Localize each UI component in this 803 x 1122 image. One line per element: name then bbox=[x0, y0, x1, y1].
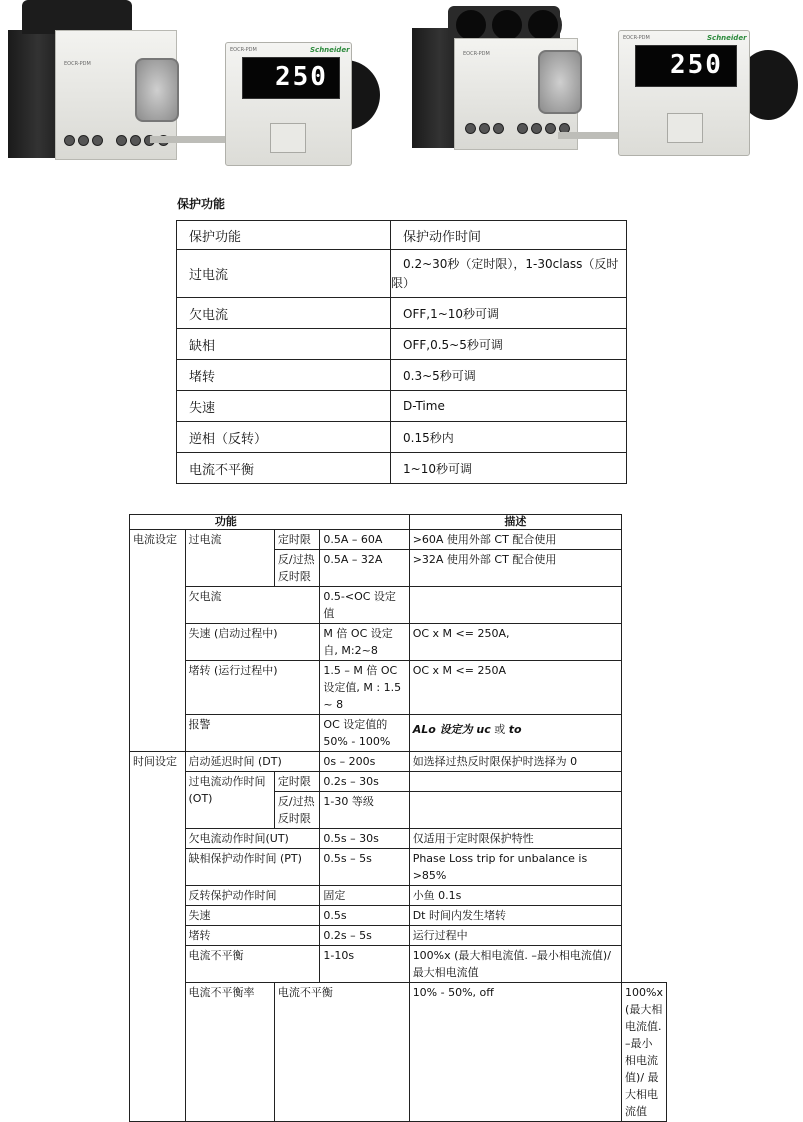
alarm-label: 报警 bbox=[185, 715, 320, 752]
ot-definite-range: 0.2s – 30s bbox=[320, 772, 409, 792]
ut-label: 欠电流动作时间(UT) bbox=[185, 829, 320, 849]
alarm-desc bbox=[409, 715, 621, 752]
table-row bbox=[130, 983, 667, 1122]
jam-range: 1.5 – M 倍 OC 设定值, M : 1.5 ~ 8 bbox=[320, 661, 409, 715]
display-readout: 250 bbox=[275, 62, 328, 92]
oc-inverse: 反/过热反时限 bbox=[274, 550, 320, 587]
display-unit bbox=[225, 42, 352, 166]
rev-range: 固定 bbox=[320, 886, 409, 906]
rev-label: 反转保护动作时间 bbox=[185, 886, 320, 906]
table-row bbox=[177, 422, 627, 453]
cell-time: OFF,0.5~5秒可调 bbox=[391, 329, 627, 360]
alarm-range: OC 设定值的 50% - 100% bbox=[320, 715, 409, 752]
imb-time-desc: 100%x (最大相电流值. –最小相电流值)/ 最大相电流值 bbox=[409, 946, 621, 983]
ut-desc: 仅适用于定时限保护特性 bbox=[409, 829, 621, 849]
table-row bbox=[130, 624, 667, 661]
terminal-screw bbox=[64, 135, 75, 146]
table-row bbox=[177, 250, 627, 298]
display-model-label: EOCR-PDM bbox=[623, 35, 650, 41]
group-time: 时间设定 bbox=[130, 752, 186, 1122]
table-row bbox=[177, 360, 627, 391]
ot-definite-desc bbox=[409, 772, 621, 792]
pt-range: 0.5s – 5s bbox=[320, 849, 409, 886]
terminal-screw bbox=[545, 123, 556, 134]
ot-inverse-range: 1-30 等级 bbox=[320, 792, 409, 829]
cell-time: OFF,1~10秒可调 bbox=[391, 298, 627, 329]
protection-table bbox=[176, 220, 627, 484]
cell-function: 过电流 bbox=[177, 250, 391, 298]
cell-time: D-Time bbox=[391, 391, 627, 422]
ot-label: 过电流动作时间 (OT) bbox=[185, 772, 274, 829]
cell-function: 电流不平衡 bbox=[177, 453, 391, 484]
stall-desc: OC x M <= 250A, bbox=[409, 624, 621, 661]
ot-definite: 定时限 bbox=[274, 772, 320, 792]
stall-time-label: 失速 bbox=[185, 906, 320, 926]
table-row bbox=[130, 926, 667, 946]
jam-time-range: 0.2s – 5s bbox=[320, 926, 409, 946]
section-title: 保护功能 bbox=[177, 197, 226, 211]
table-row bbox=[130, 829, 667, 849]
stall-range: M 倍 OC 设定自, M:2~8 bbox=[320, 624, 409, 661]
uc-desc bbox=[409, 587, 621, 624]
terminal-screw bbox=[465, 123, 476, 134]
terminal-screw bbox=[92, 135, 103, 146]
cell-function: 逆相（反转） bbox=[177, 422, 391, 453]
cell-time: 0.15秒内 bbox=[391, 422, 627, 453]
jam-label: 堵转 (运行过程中) bbox=[185, 661, 320, 715]
button-cover bbox=[270, 123, 306, 153]
oc-inverse-range: 0.5A – 32A bbox=[320, 550, 409, 587]
terminal-screw bbox=[479, 123, 490, 134]
cell-function: 失速 bbox=[177, 391, 391, 422]
table-row bbox=[130, 772, 667, 792]
terminal-screw bbox=[493, 123, 504, 134]
table-row bbox=[177, 298, 627, 329]
uc-label: 欠电流 bbox=[185, 587, 320, 624]
imb-range: 10% - 50%, off bbox=[409, 983, 621, 1122]
display-screen bbox=[242, 57, 340, 99]
group-current: 电流设定 bbox=[130, 530, 186, 752]
table-header-row bbox=[130, 515, 667, 530]
brand-logo: Schneider bbox=[707, 34, 747, 42]
alarm-code-1: ALo 设定为 uc bbox=[412, 723, 491, 736]
relay-side-panel bbox=[8, 30, 58, 158]
cell-time: 0.2~30秒（定时限），1-30class（反时限） bbox=[391, 250, 627, 298]
terminal-screw bbox=[78, 135, 89, 146]
cell-function: 欠电流 bbox=[177, 298, 391, 329]
dt-range: 0s – 200s bbox=[320, 752, 409, 772]
alarm-or: 或 bbox=[494, 723, 506, 736]
terminal-screw bbox=[130, 135, 141, 146]
imb-label: 电流不平衡 bbox=[274, 983, 409, 1122]
header-time: 保护动作时间 bbox=[391, 221, 627, 250]
header-function-text: 功能 bbox=[214, 515, 237, 528]
oc-definite-range: 0.5A – 60A bbox=[320, 530, 409, 550]
alarm-code-2: to bbox=[508, 723, 522, 736]
relay-model-label: EOCR-PDM bbox=[64, 61, 91, 67]
table-row bbox=[130, 661, 667, 715]
table-row bbox=[130, 946, 667, 983]
table-row bbox=[130, 715, 667, 752]
table-row bbox=[130, 886, 667, 906]
display-screen bbox=[635, 45, 737, 87]
table-header-row bbox=[177, 221, 627, 250]
header-function bbox=[130, 515, 410, 530]
stall-time-desc: Dt 时间内发生堵转 bbox=[409, 906, 621, 926]
table-row bbox=[130, 587, 667, 624]
jam-time-label: 堵转 bbox=[185, 926, 320, 946]
brand-logo: Schneider bbox=[310, 46, 350, 54]
terminal-screw bbox=[517, 123, 528, 134]
table-row bbox=[130, 752, 667, 772]
display-model-label: EOCR-PDM bbox=[230, 47, 257, 53]
table-row bbox=[177, 329, 627, 360]
cell-function: 堵转 bbox=[177, 360, 391, 391]
display-unit bbox=[618, 30, 750, 156]
pt-label: 缺相保护动作时间 (PT) bbox=[185, 849, 320, 886]
ot-inverse: 反/过热反时限 bbox=[274, 792, 320, 829]
relay-side-panel bbox=[412, 28, 458, 148]
cell-time: 1~10秒可调 bbox=[391, 453, 627, 484]
button-cover bbox=[667, 113, 703, 143]
rev-desc: 小鱼 0.1s bbox=[409, 886, 621, 906]
group-imbalance: 电流不平衡率 bbox=[185, 983, 274, 1122]
oc-inverse-desc: >32A 使用外部 CT 配合使用 bbox=[409, 550, 621, 587]
oc-definite: 定时限 bbox=[274, 530, 320, 550]
pt-desc: Phase Loss trip for unbalance is >85% bbox=[409, 849, 621, 886]
relay-model-label: EOCR-PDM bbox=[463, 51, 490, 57]
cell-time: 0.3~5秒可调 bbox=[391, 360, 627, 391]
uc-range: 0.5-<OC 设定值 bbox=[320, 587, 409, 624]
imb-time-label: 电流不平衡 bbox=[185, 946, 320, 983]
display-readout: 250 bbox=[670, 50, 723, 80]
oc-label: 过电流 bbox=[185, 530, 274, 587]
product-photo-left bbox=[0, 0, 385, 168]
header-function: 保护功能 bbox=[177, 221, 391, 250]
ct-block bbox=[448, 6, 560, 40]
jam-desc: OC x M <= 250A bbox=[409, 661, 621, 715]
stall-time-range: 0.5s bbox=[320, 906, 409, 926]
table-row bbox=[130, 906, 667, 926]
ut-range: 0.5s – 30s bbox=[320, 829, 409, 849]
settings-table bbox=[129, 514, 667, 1122]
table-row bbox=[130, 530, 667, 550]
cell-function: 缺相 bbox=[177, 329, 391, 360]
oc-definite-desc: >60A 使用外部 CT 配合使用 bbox=[409, 530, 621, 550]
terminal-screw bbox=[116, 135, 127, 146]
dt-desc: 如选择过热反时限保护时选择为 0 bbox=[409, 752, 621, 772]
table-row bbox=[177, 391, 627, 422]
terminal-block bbox=[22, 0, 132, 34]
product-photo-right bbox=[408, 0, 803, 168]
imb-time-range: 1-10s bbox=[320, 946, 409, 983]
header-desc: 描述 bbox=[409, 515, 621, 530]
jam-time-desc: 运行过程中 bbox=[409, 926, 621, 946]
dt-label: 启动延迟时间 (DT) bbox=[185, 752, 320, 772]
terminal-screw bbox=[531, 123, 542, 134]
table-row bbox=[177, 453, 627, 484]
table-row bbox=[130, 849, 667, 886]
ot-inverse-desc bbox=[409, 792, 621, 829]
imb-desc: 100%x (最大相电流值. –最小相电流值)/ 最大相电流值 bbox=[622, 983, 667, 1122]
stall-label: 失速 (启动过程中) bbox=[185, 624, 320, 661]
